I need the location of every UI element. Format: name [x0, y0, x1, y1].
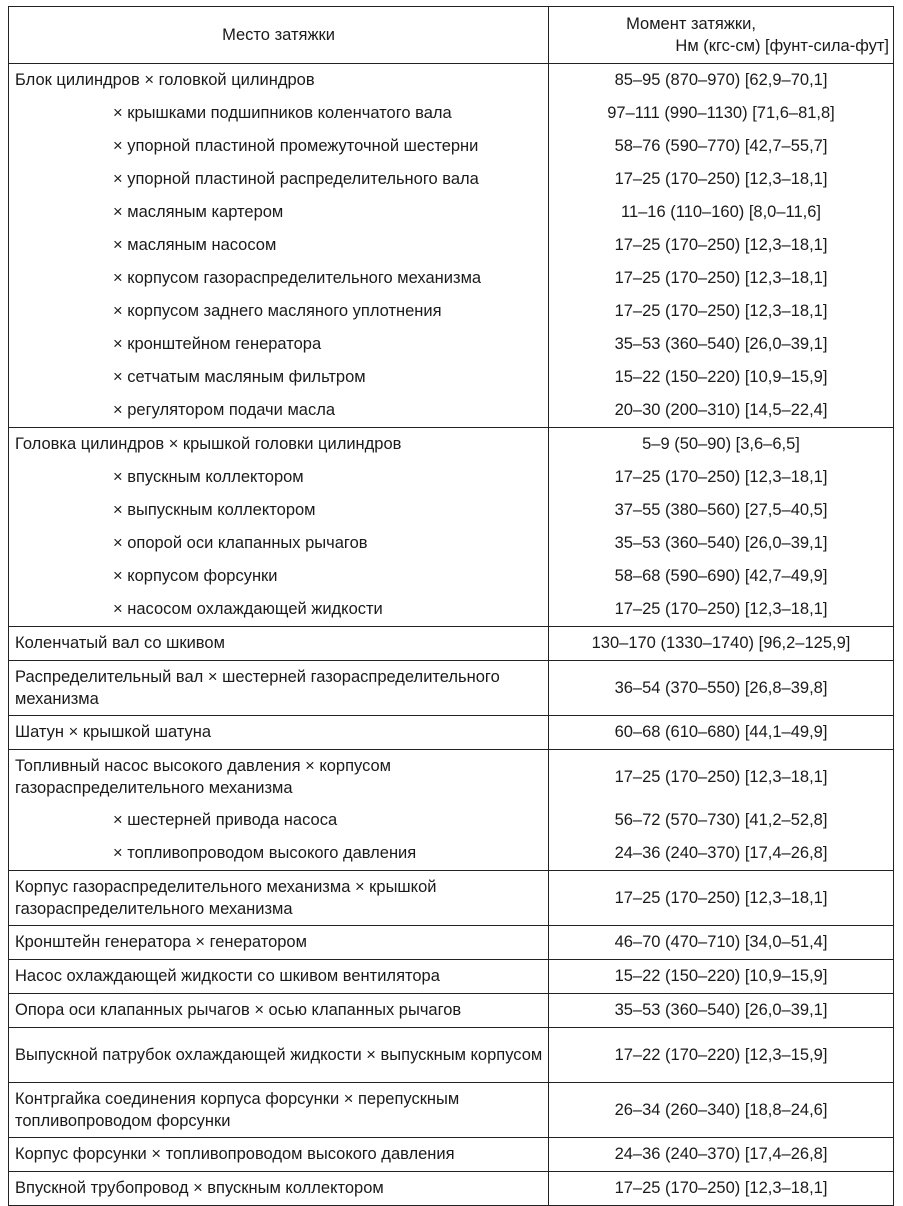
table-row [9, 1028, 894, 1083]
table-row [9, 994, 894, 1028]
torque-value: 60–68 (610–680) [44,1–49,9] [614, 723, 828, 741]
location-label: Топливный насос высокого давления × корпусом газораспределительного механизма [15, 757, 392, 797]
torque-value: 130–170 (1330–1740) [96,2–125,9] [591, 634, 851, 652]
header-torque [549, 7, 894, 64]
location-cell [9, 994, 549, 1028]
location-sub-label: × шестерней привода насоса [113, 811, 338, 829]
table-row [9, 871, 894, 926]
location-label: Шатун × крышкой шатуна [15, 723, 212, 741]
torque-cell [549, 716, 894, 750]
torque-cell [549, 750, 894, 871]
location-label: Выпускной патрубок охлаждающей жидкости × выпускным корпусом [15, 1046, 543, 1064]
torque-value: 5–9 (50–90) [3,6–6,5] [642, 435, 800, 453]
torque-value: 36–54 (370–550) [26,8–39,8] [614, 679, 828, 697]
header-location: Место затяжки [9, 7, 549, 64]
torque-cell [549, 1138, 894, 1172]
header-torque-line1: Момент затяжки, [626, 15, 756, 33]
location-sub-label: × масляным картером [113, 203, 284, 221]
table-row [9, 926, 894, 960]
location-sub-label: × упорной пластиной распределительного вала [113, 170, 479, 188]
torque-cell [549, 994, 894, 1028]
torque-value: 15–22 (150–220) [10,9–15,9] [614, 368, 828, 386]
location-sub-label: × топливопроводом высокого давления [113, 844, 417, 862]
torque-value: 35–53 (360–540) [26,0–39,1] [614, 1001, 828, 1019]
location-sub-label: × масляным насосом [113, 236, 277, 254]
location-cell [9, 428, 549, 627]
location-sub-label: × сетчатым масляным фильтром [113, 368, 366, 386]
location-sub-label: × опорой оси клапанных рычагов [113, 534, 368, 552]
torque-cell [549, 627, 894, 661]
torque-value: 17–25 (170–250) [12,3–18,1] [614, 468, 828, 486]
location-cell [9, 1172, 549, 1206]
torque-value: 37–55 (380–560) [27,5–40,5] [614, 501, 828, 519]
torque-cell [549, 661, 894, 716]
location-label: Опора оси клапанных рычагов × осью клапанных рычагов [15, 1001, 462, 1019]
torque-value: 35–53 (360–540) [26,0–39,1] [614, 534, 828, 552]
table-row [9, 64, 894, 428]
location-cell [9, 960, 549, 994]
table-row [9, 960, 894, 994]
torque-cell [549, 960, 894, 994]
torque-value: 17–25 (170–250) [12,3–18,1] [614, 889, 828, 907]
location-label: Распределительный вал × шестерней газораспределительного механизма [15, 668, 500, 708]
location-sub-label: × крышками подшипников коленчатого вала [113, 104, 452, 122]
torque-cell [549, 1028, 894, 1083]
location-cell [9, 1138, 549, 1172]
torque-value: 17–22 (170–220) [12,3–15,9] [614, 1046, 828, 1064]
table-row [9, 716, 894, 750]
torque-value: 46–70 (470–710) [34,0–51,4] [614, 933, 828, 951]
torque-value: 35–53 (360–540) [26,0–39,1] [614, 335, 828, 353]
table-row [9, 1172, 894, 1206]
torque-value: 24–36 (240–370) [17,4–26,8] [614, 1145, 828, 1163]
location-sub-label: × корпусом форсунки [113, 567, 278, 585]
location-cell [9, 716, 549, 750]
torque-value: 17–25 (170–250) [12,3–18,1] [614, 768, 828, 786]
location-label: Контргайка соединения корпуса форсунки × перепускным топливопроводом форсунки [15, 1090, 460, 1130]
location-sub-label: × регулятором подачи масла [113, 401, 336, 419]
location-label: Кронштейн генератора × генератором [15, 933, 307, 951]
location-sub-label: × выпускным коллектором [113, 501, 316, 519]
location-cell [9, 926, 549, 960]
location-cell [9, 1083, 549, 1138]
location-sub-label: × корпусом газораспределительного механизма [113, 269, 482, 287]
torque-value: 17–25 (170–250) [12,3–18,1] [614, 1179, 828, 1197]
torque-value: 20–30 (200–310) [14,5–22,4] [614, 401, 828, 419]
location-cell [9, 750, 549, 871]
table-row [9, 1138, 894, 1172]
location-cell [9, 64, 549, 428]
torque-spec-table-page [8, 6, 893, 1206]
torque-value: 26–34 (260–340) [18,8–24,6] [614, 1101, 828, 1119]
table-row [9, 627, 894, 661]
header-torque-line2: Нм (кгс-см) [фунт-сила-фут] [675, 37, 889, 55]
torque-cell [549, 64, 894, 428]
torque-value: 17–25 (170–250) [12,3–18,1] [614, 236, 828, 254]
location-sub-label: × корпусом заднего масляного уплотнения [113, 302, 442, 320]
location-sub-label: × кронштейном генератора [113, 335, 322, 353]
torque-cell [549, 428, 894, 627]
torque-spec-table [8, 6, 894, 1206]
torque-cell [549, 926, 894, 960]
table-header-row [9, 7, 894, 64]
location-cell [9, 1028, 549, 1083]
location-sub-label: × насосом охлаждающей жидкости [113, 600, 383, 618]
location-label: Блок цилиндров × головкой цилиндров [15, 71, 315, 89]
torque-value: 15–22 (150–220) [10,9–15,9] [614, 967, 828, 985]
torque-cell [549, 871, 894, 926]
torque-value: 56–72 (570–730) [41,2–52,8] [614, 811, 828, 829]
location-cell [9, 627, 549, 661]
location-sub-label: × впускным коллектором [113, 468, 304, 486]
torque-value: 85–95 (870–970) [62,9–70,1] [614, 71, 828, 89]
torque-value: 11–16 (110–160) [8,0–11,6] [621, 203, 821, 221]
location-label: Коленчатый вал со шкивом [15, 634, 225, 652]
torque-value: 24–36 (240–370) [17,4–26,8] [614, 844, 828, 862]
torque-value: 97–111 (990–1130) [71,6–81,8] [607, 104, 835, 122]
table-row [9, 661, 894, 716]
torque-value: 17–25 (170–250) [12,3–18,1] [614, 170, 828, 188]
location-label: Насос охлаждающей жидкости со шкивом вентилятора [15, 967, 440, 985]
torque-value: 17–25 (170–250) [12,3–18,1] [614, 269, 828, 287]
location-label: Корпус газораспределительного механизма × крышкой газораспределительного механизма [15, 878, 437, 918]
table-row [9, 428, 894, 627]
location-label: Корпус форсунки × топливопроводом высокого давления [15, 1145, 455, 1163]
torque-cell [549, 1083, 894, 1138]
location-sub-label: × упорной пластиной промежуточной шестерни [113, 137, 479, 155]
torque-value: 17–25 (170–250) [12,3–18,1] [614, 302, 828, 320]
torque-value: 58–76 (590–770) [42,7–55,7] [614, 137, 828, 155]
torque-cell [549, 1172, 894, 1206]
location-label: Головка цилиндров × крышкой головки цилиндров [15, 435, 402, 453]
table-row [9, 750, 894, 871]
location-cell [9, 661, 549, 716]
table-row [9, 1083, 894, 1138]
torque-value: 58–68 (590–690) [42,7–49,9] [614, 567, 828, 585]
location-label: Впускной трубопровод × впускным коллектором [15, 1179, 384, 1197]
torque-value: 17–25 (170–250) [12,3–18,1] [614, 600, 828, 618]
location-cell [9, 871, 549, 926]
table-body [9, 64, 894, 1206]
